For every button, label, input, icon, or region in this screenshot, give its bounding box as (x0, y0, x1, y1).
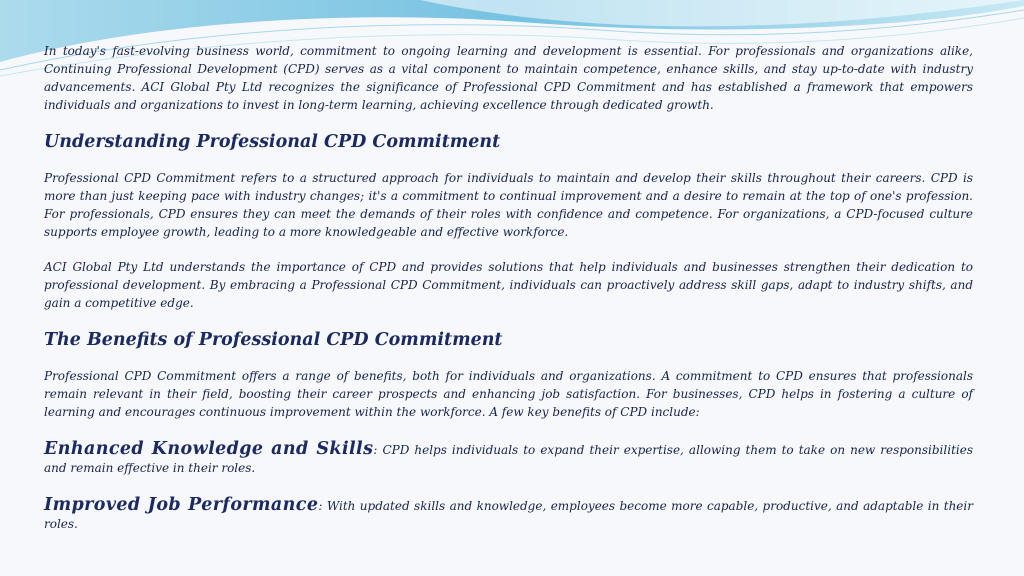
section-heading-understanding: Understanding Professional CPD Commitment (44, 132, 501, 152)
understanding-paragraph-1: Professional CPD Commitment refers to a structured approach for individuals to maintain and develop their skills throughout their careers. CPD is more than just keeping pace with industry changes; it's a commitment to continual improvement and a desire to remain at the top of one's profession. For professionals, CPD ensures they can meet the demands of their roles with confidence and competence. For organizations, a CPD-focused culture supports employee growth, leading to a more knowledgeable and effective workforce. (44, 171, 973, 239)
benefits-paragraph: Professional CPD Commitment offers a range of benefits, both for individuals and organizations. A commitment to CPD ensures that professionals remain relevant in their field, boosting their career prospects and enhancing job satisfaction. For businesses, CPD helps in fostering a culture of learning and encourages continuous improvement within the workforce. A few key benefits of CPD include: (44, 369, 973, 419)
document-body (44, 42, 973, 533)
benefit-separator: : (373, 443, 378, 457)
benefit-item (44, 496, 973, 533)
benefit-text: CPD helps individuals to expand their expertise, allowing them to take on new responsibilities and remain effective in their roles. (44, 443, 973, 475)
section-heading-benefits: The Benefits of Professional CPD Commitment (44, 330, 503, 350)
understanding-paragraph-2: ACI Global Pty Ltd understands the importance of CPD and provides solutions that help individuals and businesses strengthen their dedication to professional development. By embracing a Professional CPD Commitment, individuals can proactively address skill gaps, adapt to industry shifts, and gain a competitive edge. (44, 260, 973, 310)
benefit-title: Improved Job Performance (44, 495, 319, 515)
benefit-text: With updated skills and knowledge, employees become more capable, productive, and adaptable in their roles. (44, 499, 973, 531)
benefit-item (44, 440, 973, 477)
intro-paragraph: In today's fast-evolving business world, commitment to ongoing learning and development is essential. For professionals and organizations alike, Continuing Professional Development (CPD) serves as a vital component to maintain competence, enhance skills, and stay up-to-date with industry advancements. ACI Global Pty Ltd recognizes the significance of Professional CPD Commitment and has established a framework that empowers individuals and organizations to invest in long-term learning, achieving excellence through dedicated growth. (44, 44, 973, 112)
benefit-separator: : (318, 499, 323, 513)
benefit-title: Enhanced Knowledge and Skills (44, 439, 374, 459)
